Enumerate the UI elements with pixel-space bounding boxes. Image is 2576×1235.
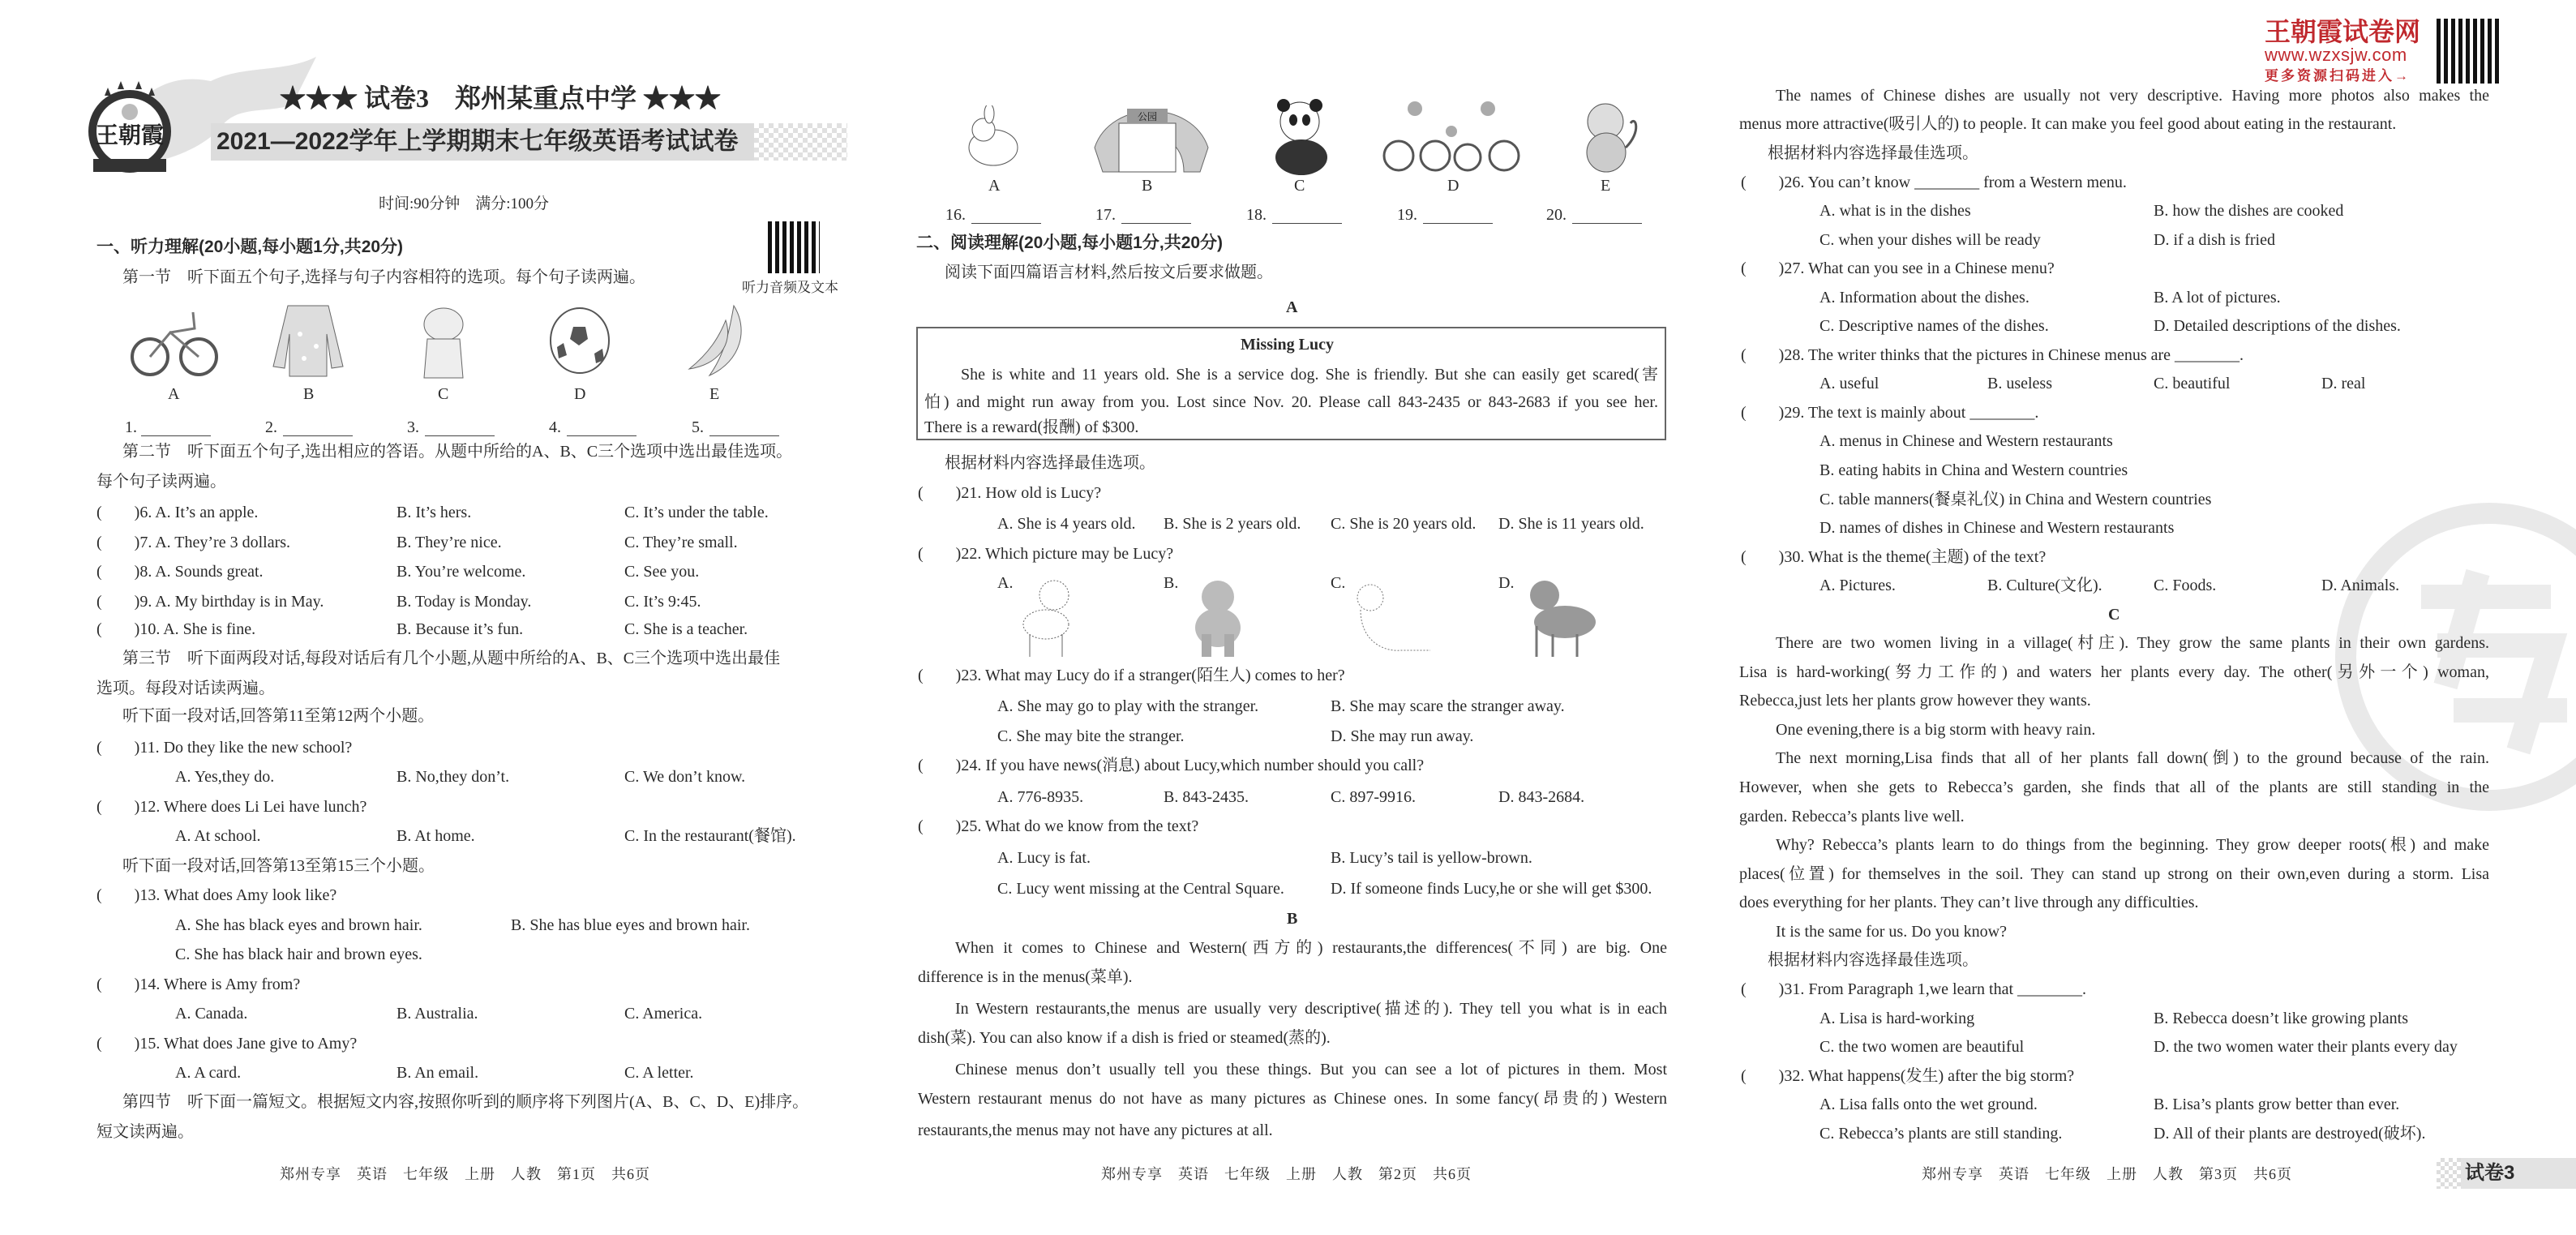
cat-icon [409, 300, 474, 380]
option-12c: C. In the restaurant(餐馆). [624, 827, 796, 845]
option-7c: C. They’re small. [624, 534, 738, 551]
option-27c: C. Descriptive names of the dishes. [1819, 317, 2049, 335]
answer-instruction: 根据材料内容选择最佳选项。 [1768, 144, 1978, 162]
svg-text:王朝霞: 王朝霞 [95, 122, 165, 148]
option-9c: C. It’s 9:45. [624, 593, 701, 611]
answer-blank-17[interactable] [1121, 223, 1191, 224]
rabbit-icon [961, 105, 1026, 170]
reading-instruction: 阅读下面四篇语言材料,然后按文后要求做题。 [945, 264, 1273, 281]
answer-blank-19[interactable] [1423, 223, 1493, 224]
passage-c-line: One evening,there is a big storm with heavy rain. [1776, 721, 2096, 739]
passage-c-line [1776, 749, 2489, 767]
section2-instruction-cont: 每个句子读两遍。 [96, 473, 226, 491]
option-22b: B. [1164, 574, 1179, 592]
option-12a: A. At school. [175, 827, 261, 845]
passage-c-line: garden. Rebecca’s plants live well. [1739, 808, 1965, 825]
option-32c: C. Rebecca’s plants are still standing. [1819, 1125, 2063, 1143]
passage-b-line [955, 1061, 1667, 1078]
blank-label-2: 2. [265, 418, 277, 436]
side-tab-dots [2437, 1158, 2461, 1189]
blank-label-19: 19. [1397, 206, 1417, 224]
passage-text: Western restaurant menus do not have as many pictures as Chinese ones. In some fancy(昂贵的) Western [918, 1090, 1667, 1108]
banner-checker [754, 123, 847, 161]
bananas-icon [685, 304, 750, 377]
option-26c: C. when your dishes will be ready [1819, 231, 2041, 249]
option-21b: B. She is 2 years old. [1164, 515, 1301, 533]
picture-label-e: E [1601, 177, 1611, 195]
option-6c: C. It’s under the table. [624, 504, 769, 521]
option-28a: A. useful [1819, 375, 1879, 392]
question-32: ( )32. What happens(发生) after the big storm? [1741, 1067, 2075, 1085]
blank-label-1: 1. [125, 418, 137, 436]
question-6: ( )6. A. It’s an apple. [96, 504, 259, 521]
dialogue2-instruction: 听下面一段对话,回答第13至第15三个小题。 [122, 857, 435, 875]
question-14: ( )14. Where is Amy from? [96, 976, 301, 993]
option-23c: C. She may bite the stranger. [997, 727, 1185, 745]
picture-label-c: C [1294, 177, 1305, 195]
family-cycling-icon [1378, 99, 1524, 174]
brand-logo [88, 81, 171, 180]
option-28b: B. useless [1987, 375, 2052, 392]
question-11: ( )11. Do they like the new school? [96, 739, 353, 757]
blank-label-18: 18. [1246, 206, 1267, 224]
answer-blank-3[interactable] [425, 435, 495, 436]
gray-poodle-icon [1184, 577, 1249, 658]
option-32a: A. Lisa falls onto the wet ground. [1819, 1096, 2038, 1113]
option-15c: C. A letter. [624, 1064, 694, 1082]
blank-label-16: 16. [945, 206, 966, 224]
brand-name[interactable]: 王朝霞试卷网 [2265, 17, 2421, 46]
option-14c: C. America. [624, 1005, 703, 1023]
option-13c: C. She has black hair and brown eyes. [175, 946, 422, 963]
park-gate-icon [1087, 99, 1216, 174]
passage-c-line: does everything for her plants. They can’t live through any difficulties. [1739, 894, 2199, 911]
blank-label-17: 17. [1095, 206, 1116, 224]
section3-instruction: 第三节 听下面两段对话,每段对话后有几个小题,从题中所给的A、B、C三个选项中选出最佳 [122, 650, 781, 667]
question-9: ( )9. A. My birthday is in May. [96, 593, 324, 611]
answer-blank-1[interactable] [141, 435, 211, 436]
option-7b: B. They’re nice. [396, 534, 502, 551]
picture-label-d: D [574, 385, 586, 403]
passage-b-line [1776, 87, 2489, 105]
question-15: ( )15. What does Jane give to Amy? [96, 1035, 358, 1053]
passage-text: places(位置) for themselves in the soil. They can stand up strong on their own,even during a storm. Lisa [1739, 865, 2489, 883]
passage-text: Why? Rebecca’s plants learn to do things from the beginning. They grow deeper roots(根) and make [1776, 836, 2489, 854]
passage-b-line: difference is in the menus(菜单). [918, 968, 1133, 986]
question-27: ( )27. What can you see in a Chinese menu? [1741, 259, 2055, 277]
passage-b-label: B [1287, 910, 1298, 928]
paper-number-title: ★★★ 试卷3 郑州某重点中学 ★★★ [280, 84, 722, 113]
notice-line [961, 366, 1658, 384]
passage-b-line [955, 1000, 1667, 1018]
question-26: ( )26. You can’t know ________ from a Western menu. [1741, 174, 2127, 191]
option-27d: D. Detailed descriptions of the dishes. [2154, 317, 2401, 335]
passage-a-label: A [1286, 298, 1298, 316]
option-21a: A. She is 4 years old. [997, 515, 1136, 533]
answer-blank-18[interactable] [1272, 223, 1342, 224]
question-23: ( )23. What may Lucy do if a stranger(陌生人) comes to her? [918, 667, 1345, 684]
exam-title: 2021—2022学年上学期期末七年级英语考试试卷 [216, 128, 739, 155]
question-8: ( )8. A. Sounds great. [96, 563, 264, 581]
option-25c: C. Lucy went missing at the Central Square. [997, 880, 1284, 898]
notice-line [924, 393, 1658, 411]
question-22: ( )22. Which picture may be Lucy? [918, 545, 1174, 563]
option-25a: A. Lucy is fat. [997, 849, 1091, 867]
passage-c-label: C [2108, 606, 2120, 624]
footer-page-1: 郑州专享 英语 七年级 上册 人教 第1页 共6页 [280, 1166, 650, 1182]
option-21c: C. She is 20 years old. [1331, 515, 1477, 533]
option-31d: D. the two women water their plants every day [2154, 1038, 2458, 1056]
passage-b-line: menus more attractive(吸引人的) to people. It can make you feel good about eating in the restaurant. [1739, 115, 2397, 133]
blank-label-20: 20. [1546, 206, 1567, 224]
section1-instruction: 第一节 听下面五个句子,选择与句子内容相符的选项。每个句子读两遍。 [122, 268, 645, 286]
cat-icon [1352, 577, 1434, 654]
option-31b: B. Rebecca doesn’t like growing plants [2154, 1010, 2409, 1027]
notice-title: Missing Lucy [1241, 336, 1335, 354]
passage-text: Chinese menus don’t usually tell you these things. But you can see a lot of pictures in them. Most [955, 1061, 1667, 1078]
side-tab-label: 试卷3 [2465, 1162, 2515, 1184]
option-21d: D. She is 11 years old. [1498, 515, 1644, 533]
option-30a: A. Pictures. [1819, 577, 1896, 594]
passage-c-line [1739, 865, 2489, 883]
option-32d: D. All of their plants are destroyed(破坏). [2154, 1125, 2426, 1143]
option-29d: D. names of dishes in Chinese and Western restaurants [1819, 519, 2175, 537]
passage-b-line [955, 939, 1667, 957]
collie-dog-icon [1520, 577, 1601, 658]
time-score: 时间:90分钟 满分:100分 [379, 195, 550, 212]
question-13: ( )13. What does Amy look like? [96, 886, 337, 904]
picture-label-a: A [988, 177, 1001, 195]
option-23b: B. She may scare the stranger away. [1331, 697, 1565, 715]
picture-label-a: A [168, 385, 180, 403]
option-26b: B. how the dishes are cooked [2154, 202, 2344, 220]
option-24c: C. 897-9916. [1331, 788, 1416, 806]
passage-b-line [918, 1090, 1667, 1108]
option-15a: A. A card. [175, 1064, 242, 1082]
answer-blank-16[interactable] [971, 223, 1041, 224]
option-22c: C. [1331, 574, 1346, 592]
section4-instruction-cont: 短文读两遍。 [96, 1123, 194, 1141]
option-11b: B. No,they don’t. [396, 768, 510, 786]
option-13b: B. She has blue eyes and brown hair. [511, 916, 750, 934]
answer-blank-5[interactable] [709, 435, 779, 436]
passage-c-line [1739, 663, 2489, 681]
part2-heading: 二、阅读理解(20小题,每小题1分,共20分) [916, 234, 1224, 252]
option-12b: B. At home. [396, 827, 475, 845]
picture-label-b: B [303, 385, 315, 403]
option-32b: B. Lisa’s plants grow better than ever. [2154, 1096, 2400, 1113]
section3-instruction-cont: 选项。每段对话读两遍。 [96, 680, 275, 697]
qr-code-audio[interactable] [768, 221, 820, 273]
passage-c-line: Rebecca,just lets her plants grow however they wants. [1739, 692, 2091, 710]
white-poodle-icon [1014, 577, 1078, 658]
dialogue1-instruction: 听下面一段对话,回答第11至第12两个小题。 [122, 707, 435, 725]
panda-icon [1269, 99, 1334, 176]
option-11c: C. We don’t know. [624, 768, 746, 786]
question-7: ( )7. A. They’re 3 dollars. [96, 534, 291, 551]
option-31a: A. Lisa is hard-working [1819, 1010, 1975, 1027]
option-24a: A. 776-8935. [997, 788, 1084, 806]
passage-b-line: dish(菜). You can also know if a dish is fried or steamed(蒸的). [918, 1029, 1331, 1047]
passage-c-line: It is the same for us. Do you know? [1776, 923, 2007, 941]
picture-label-e: E [709, 385, 720, 403]
answer-blank-4[interactable] [567, 435, 636, 436]
option-25b: B. Lucy’s tail is yellow-brown. [1331, 849, 1532, 867]
part1-heading: 一、听力理解(20小题,每小题1分,共20分) [96, 238, 404, 256]
notice-text: She is white and 11 years old. She is a service dog. She is friendly. But she can easily get scared(害 [961, 366, 1658, 384]
option-24b: B. 843-2435. [1164, 788, 1249, 806]
blank-label-3: 3. [407, 418, 419, 436]
notice-line: There is a reward(报酬) of $300. [924, 418, 1139, 436]
bicycle-icon [130, 304, 219, 379]
soccer-ball-icon [549, 307, 611, 375]
passage-c-line [1739, 778, 2489, 796]
picture-label-c: C [438, 385, 449, 403]
logo-emblem-icon [88, 81, 171, 180]
blank-label-5: 5. [692, 418, 704, 436]
option-30d: D. Animals. [2321, 577, 2400, 594]
answer-blank-2[interactable] [283, 435, 353, 436]
question-21: ( )21. How old is Lucy? [918, 484, 1102, 502]
monkey-icon [1577, 99, 1638, 174]
option-29b: B. eating habits in China and Western countries [1819, 461, 2128, 479]
section2-instruction: 第二节 听下面五个句子,选出相应的答语。从题中所给的A、B、C三个选项中选出最佳选项。 [122, 443, 793, 461]
passage-c-line [1776, 836, 2489, 854]
passage-text: When it comes to Chinese and Western(西方的) restaurants,the differences(不同) are big. One [955, 939, 1667, 957]
option-15b: B. An email. [396, 1064, 479, 1082]
question-30: ( )30. What is the theme(主题) of the text? [1741, 548, 2047, 566]
option-6b: B. It’s hers. [396, 504, 472, 521]
passage-b-line: restaurants,the menus may not have any pictures at all. [918, 1121, 1273, 1139]
passage-text: Lisa is hard-working(努力工作的) and waters her plants every day. The other(另外一个) woman, [1739, 663, 2489, 681]
question-25: ( )25. What do we know from the text? [918, 817, 1199, 835]
option-29a: A. menus in Chinese and Western restaurants [1819, 432, 2113, 450]
notice-text: 怕) and might run away from you. Lost since Nov. 20. Please call 843-2435 or 843-2683 if you see her. [924, 393, 1658, 411]
question-12: ( )12. Where does Li Lei have lunch? [96, 798, 367, 816]
option-25d: D. If someone finds Lucy,he or she will get $300. [1331, 880, 1652, 898]
option-30c: C. Foods. [2154, 577, 2217, 594]
option-22a: A. [997, 574, 1014, 592]
answer-instruction: 根据材料内容选择最佳选项。 [1768, 951, 1978, 969]
question-28: ( )28. The writer thinks that the pictures in Chinese menus are ________. [1741, 346, 2244, 364]
option-10b: B. Because it’s fun. [396, 620, 524, 638]
passage-c-line [1776, 634, 2489, 652]
option-8b: B. You’re welcome. [396, 563, 526, 581]
passage-text: In Western restaurants,the menus are usually very descriptive(描述的). They tell you what is in each [955, 1000, 1667, 1018]
answer-instruction: 根据材料内容选择最佳选项。 [945, 454, 1155, 472]
option-30b: B. Culture(文化). [1987, 577, 2102, 594]
picture-label-d: D [1447, 177, 1459, 195]
option-23d: D. She may run away. [1331, 727, 1474, 745]
option-9b: B. Today is Monday. [396, 593, 532, 611]
passage-text: The next morning,Lisa finds that all of her plants fall down(倒) to the ground because of the rain. [1776, 749, 2489, 767]
footer-page-2: 郑州专享 英语 七年级 上册 人教 第2页 共6页 [1101, 1166, 1472, 1182]
option-24d: D. 843-2684. [1498, 788, 1585, 806]
option-31c: C. the two women are beautiful [1819, 1038, 2025, 1056]
option-28d: D. real [2321, 375, 2366, 392]
passage-text: However, when she gets to Rebecca’s garden, she finds that all of the plants are still standing in the [1739, 778, 2489, 796]
brand-url[interactable]: www.wzxsjw.com [2265, 45, 2407, 65]
option-28c: C. beautiful [2154, 375, 2231, 392]
option-14b: B. Australia. [396, 1005, 478, 1023]
question-10: ( )10. A. She is fine. [96, 620, 256, 638]
picture-label-b: B [1142, 177, 1153, 195]
qr-label: 听力音频及文本 [742, 280, 838, 295]
park-sign: 公园 [1137, 111, 1158, 122]
question-29: ( )29. The text is mainly about ________. [1741, 404, 2039, 422]
section4-instruction: 第四节 听下面一篇短文。根据短文内容,按照你听到的顺序将下列图片(A、B、C、D、E)排序。 [122, 1093, 809, 1111]
blank-label-4: 4. [549, 418, 561, 436]
option-29c: C. table manners(餐桌礼仪) in China and Western countries [1819, 491, 2212, 508]
sweater-icon [272, 302, 345, 379]
option-10c: C. She is a teacher. [624, 620, 748, 638]
option-26a: A. what is in the dishes [1819, 202, 1971, 220]
option-8c: C. See you. [624, 563, 700, 581]
question-24: ( )24. If you have news(消息) about Lucy,which number should you call? [918, 757, 1425, 774]
option-23a: A. She may go to play with the stranger. [997, 697, 1259, 715]
brand-qr-code[interactable] [2437, 19, 2501, 84]
option-11a: A. Yes,they do. [175, 768, 275, 786]
question-31: ( )31. From Paragraph 1,we learn that ________. [1741, 980, 2087, 998]
option-26d: D. if a dish is fried [2154, 231, 2275, 249]
option-22d: D. [1498, 574, 1515, 592]
passage-text: The names of Chinese dishes are usually not very descriptive. Having more photos also makes the [1776, 87, 2489, 105]
passage-text: There are two women living in a village(村庄). They grow the same plants in their own gardens. [1776, 634, 2489, 652]
option-27a: A. Information about the dishes. [1819, 289, 2030, 307]
footer-page-3: 郑州专享 英语 七年级 上册 人教 第3页 共6页 [1922, 1166, 2292, 1182]
answer-blank-20[interactable] [1572, 223, 1642, 224]
option-27b: B. A lot of pictures. [2154, 289, 2281, 307]
brand-cta[interactable]: 更多资源扫码进入→ [2265, 68, 2411, 84]
option-14a: A. Canada. [175, 1005, 248, 1023]
option-13a: A. She has black eyes and brown hair. [175, 916, 422, 934]
